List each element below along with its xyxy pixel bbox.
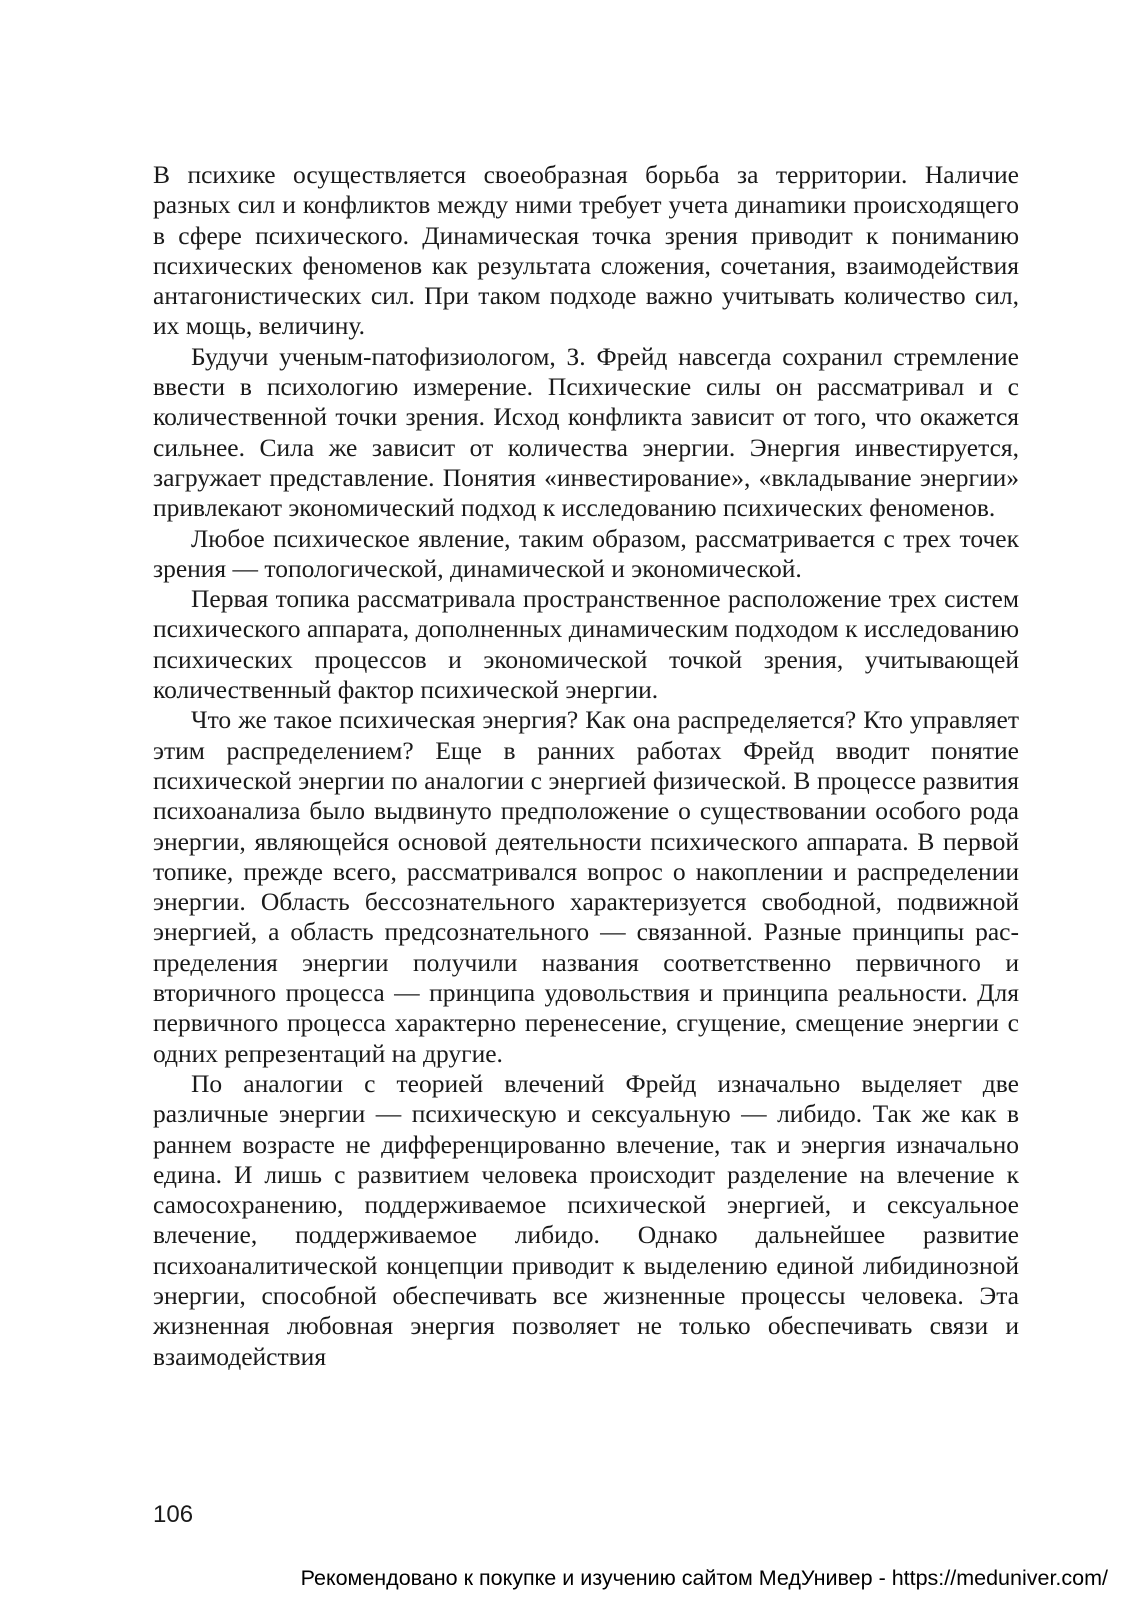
body-text [153, 160, 1019, 1372]
paragraph: В психике осуществляется своеобразная борьба за территории. Наличие разных сил и конфликтов между ними требует учета динаmики происходящего в сфере психического. Динамическая точка зрения приводит к пониманию психических феноменов как результата сложения, сочетания, взаимодействия антагонистических сил. При таком подходе важно учитывать количество сил, их мощь, величину. [153, 160, 1019, 341]
paragraph: Будучи ученым-патофизиологом, З. Фрейд навсегда сохранил стремление ввести в психологию измерение. Психические силы он рассматривал и с количественной точки зрения. Исход конфликта зависит от того, что окажется сильнее. Сила же зависит от количества энергии. Энергия инвестируется, загружает представление. Понятия «инвестирование», «вкладывание энергии» привлекают экономический подход к исследованию психических феноменов. [153, 341, 1019, 523]
paragraph: Любое психическое явление, таким образом, рассматривается с трех точек зрения — топологической, динамической и экономической. [153, 523, 1019, 583]
paragraph: Первая топика рассматривала пространственное расположение трех систем психического аппарата, дополненных динамическим подходом к исследованию психических процессов и экономической точкой зрения, учитывающей количественный фактор психической энергии. [153, 584, 1019, 705]
paragraph: По аналогии с теорией влечений Фрейд изначально выделяет две различные энергии — психическую и сексуальную — либидо. Так же как в раннем возрасте не дифференцированно влечение, так и энергия изначально едина. И лишь с развитием человека происходит разделение на влечение к самосохранению, поддерживаемое психической энергией, и сексуальное влечение, поддерживаемое либидо. Однако дальнейшее развитие психоаналитической концепции приводит к выделению единой либидинозной энергии, способной обеспечивать все жизненные процессы человека. Эта жизненная любовная энергия позволяет не только обеспечивать связи и взаимодействия [153, 1068, 1019, 1371]
page-number: 106 [153, 1501, 194, 1528]
paragraph: Что же такое психическая энергия? Как она распределяется? Кто управляет этим распределением? Еще в ранних работах Фрейд вводит понятие психической энергии по аналогии с энергией физической. В процессе развития психоанализа было выдвинуто предположение о существовании особого рода энергии, являющейся основой деятельности психического аппарата. В первой топике, прежде всего, рассматривался вопрос о накоплении и распределении энергии. Область бессознательного характеризуется свободной, подвижной энергией, а область предсознательного — связанной. Разные принципы распределения энергии получили названия соответственно первичного и вторичного процесса — принципа удовольствия и принципа реальности. Для первичного процесса характерно перенесение, сгущение, смещение энергии с одних репрезентаций на другие. [153, 705, 1019, 1068]
footer-watermark: Рекомендовано к покупке и изучению сайтом МедУнивер - https://meduniver.com/ [300, 1566, 1108, 1590]
